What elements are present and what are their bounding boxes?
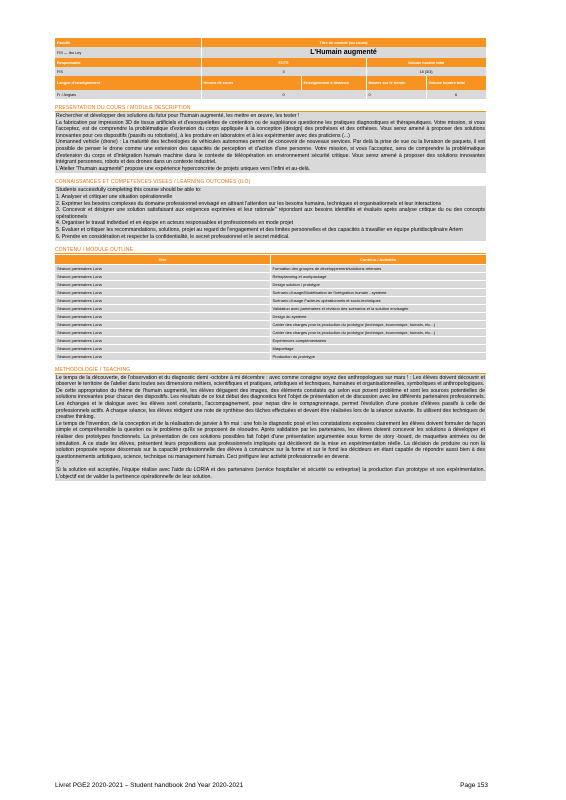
- header-volume-value: 18 (3/3): [366, 67, 486, 76]
- header-field-hours-label: Heures sur le terrain: [366, 76, 426, 90]
- presentation-paragraph: Unmanned vehicle (drone) : La maturité des technologies de véhicules autonomes permet de concevoir de nouveaux services. Par delà la prise de vue ou la livraison de paquets, il est possible de penser le drone comme une extension des capacités de perception et d'action d'une personne. Votre mission, si vous l'acceptez, sera de comprendre la problématique d'extension du corps et d'intégration humain machine dans le contexte de téléopération en environnement sécurité critique. Vous serez amené à proposer des solutions innovantes intégrant personnes, robots et des drones dans un contexte industriel.: [56, 139, 485, 166]
- header-remote-label: Enseignement à distance: [301, 76, 366, 90]
- header-table: [55, 38, 487, 99]
- outline-session: Séance partenaires Loria: [55, 272, 270, 280]
- outcome-item: 1. Analyser et critiquer une situation opérationnelle: [56, 193, 173, 200]
- outline-activity: Validation avec partenaires et révision des scénarios et la solution envisagée: [270, 304, 486, 312]
- outline-row: [55, 280, 486, 288]
- header-faculty-label: Faculté: [55, 38, 201, 47]
- outline-session: Séance partenaires Loria: [55, 352, 270, 360]
- outcome-item: 6. Prendre en considération et respecter la confidentialité, le secret professionnel et le secret médical.: [56, 233, 290, 240]
- course-sheet: [55, 38, 486, 481]
- section-title-methodology: METHODOLOGIE / TEACHING: [55, 367, 486, 374]
- outline-activity: Design du système: [270, 312, 486, 320]
- header-title-label: Titre du module (ou cours): [201, 38, 486, 47]
- outline-session: Séance partenaires Loria: [55, 312, 270, 320]
- outline-session: Séance partenaires Loria: [55, 288, 270, 296]
- section-title-outcomes: CONNAISSANCES ET COMPETENCES VISEES / LEARNING OUTCOMES (ILO): [55, 179, 251, 186]
- outline-session: Séance partenaires Loria: [55, 336, 270, 344]
- outline-session: Séance partenaires Loria: [55, 328, 270, 336]
- header-volume-label: Volume horaire total: [366, 58, 486, 67]
- outline-header-title: Titre: [55, 255, 270, 264]
- header-faculty-value: FIS — Ibo Ley: [55, 47, 201, 58]
- outline-row: [55, 328, 486, 336]
- outline-body: [55, 264, 486, 360]
- outline-header-content: Contenu / Activités: [270, 255, 486, 264]
- outline-row: [55, 344, 486, 352]
- outline-row: [55, 264, 486, 272]
- header-total-label: Volume horaire total: [426, 76, 486, 90]
- footer-page-number: Page 153: [460, 782, 488, 789]
- outline-row: [55, 296, 486, 304]
- header-responsible-value: FIS: [55, 67, 201, 76]
- outline-activity: Design solution / prototype: [270, 280, 486, 288]
- header-total-value: 6: [426, 90, 486, 99]
- outline-activity: Retroplanning et workpackage: [270, 272, 486, 280]
- presentation-paragraph: Rechercher et développer des solutions du futur pour l'humain augmenté, les mettre en œuvre, les tester !: [56, 113, 300, 119]
- outline-activity: Production du prototype: [270, 352, 486, 360]
- header-language-label: Langue d'enseignement: [55, 76, 201, 90]
- outline-activity: Cahier des charges pour la production du prototype (technique, économique, humain, etc...): [270, 328, 486, 336]
- page-footer: [55, 782, 488, 792]
- outline-activity: Formation des groupes de développement/solutions retenues: [270, 264, 486, 272]
- outline-row: [55, 272, 486, 280]
- methodology-paragraph: Le temps de l'invention, de la conception et de la réalisation de janvier à fin mai : une fois le diagnostic posé et les constatations exposées clairement les élèves doivent formuler de façon simple et compréhensible la question ou le problème qu'ils se proposent de résoudre. Après validation par les partenaires, les élèves doivent concevoir les solutions à développer et réaliser des prototypes fonctionnels. La présentation de ces solutions possibles fait l'objet d'une présentation argumentée sous forme de story -board, de maquettes animées ou de simulation. A ce stade les élèves, présentent leurs propositions aux professionnels impliqués qui décideront de la mise en expérimentation réelle. La décision de produire ou non la solution proposée repose désormais sur la capacité professionnelle des élèves à convaincre sur la forme et sur le fond les décideurs en étant capable de répondre aussi bien à des questionnements artistiques, science, technique ou management humain. Ceci préfigure leur activité professionnelle en devenir.: [56, 420, 485, 460]
- outline-activity: Scénario d'usage/Modélisation de l'intégration humain - système: [270, 288, 486, 296]
- outline-table: [55, 255, 487, 361]
- outline-session: Séance partenaires Loria: [55, 304, 270, 312]
- outline-row: [55, 288, 486, 296]
- outline-row: [55, 352, 486, 360]
- outline-session: Séance partenaires Loria: [55, 344, 270, 352]
- outline-session: Séance partenaires Loria: [55, 320, 270, 328]
- outline-row: [55, 320, 486, 328]
- presentation-paragraph: La fabrication par impression 3D de tissus artificiels et d'exosquelettes de contention ou de suppléance questionne les pratiques diagnostiques et thérapeutiques. Votre mission, si vous l'acceptez, est de comprendre la problématique d'extension du corps appliquée à la conception (design) des prothèses et des orthèses. Vous serez amené à proposer des solutions innovantes pour ces dispositifs (passifs ou robotisés), à les produire en laboratoire et à les expérimenter avec des praticiens (...): [56, 119, 485, 139]
- footer-handbook-label: Livret PGE2 2020-2021 – Student handbook 2nd Year 2020-2021: [55, 782, 244, 789]
- outline-row: [55, 336, 486, 344]
- outcome-item: 4. Organiser le travail individuel et en équipe en acteurs responsables et professionnels en mode projet: [56, 220, 294, 227]
- outline-activity: Expériences complémentaires: [270, 336, 486, 344]
- outline-activity: Scénario d'usage Facteurs opérationnels et socio-techniques: [270, 296, 486, 304]
- outline-activity: Maquettage: [270, 344, 486, 352]
- outcome-item: 3. Concevoir et désigner une solution satisfaisant aux exigences exprimées et leur rationale" répondant aux besoins identifiés et évalués après analyse critique du ou des concepts opérationnels: [56, 207, 485, 220]
- methodology-paragraph: De cette appropriation du thème de l'humain augmenté, les élèves dégagent des images, des éléments constatés qui selon eux posent problème et sont les sources potentielles de solutions innovantes pour chacun des dispositifs. Les résultats de ce tout début des diagnostics font l'objet de présentation et de discussion avec les différents partenaires professionnels. Les échanges et le dialogue avec les élèves sont constants, l'accompagnement, pour nepas dire le compagnonnage, permet l'évolution d'une posture d'élèves passifs à celle de professionnels actifs. A chaque séance, les élèves rédigent une note de synthèse des tâches effectuées et devant être réalisées lors de la séance suivante. Ils utilisent des techniques de creative thinking.: [56, 387, 485, 421]
- outline-session: Séance partenaires Loria: [55, 280, 270, 288]
- outcome-item: 2. Exprimer les besoins complexes du domaine professionnel envisagé en attirant l'attention sur les besoins humains, techniques et organisationnels et leur interactions: [56, 200, 442, 207]
- module-title: L'Humain augmenté: [201, 47, 486, 58]
- section-title-outline: CONTENU / MODULE OUTLINE: [55, 247, 486, 254]
- header-field-hours-value: 0: [366, 90, 426, 99]
- presentation-paragraph: L'Atelier "l'humain augmenté" propose une expérience hyperconcrète de projets uniques vers l'infini et au-delà.: [56, 165, 311, 172]
- header-responsible-label: Responsable: [55, 58, 201, 67]
- outcome-item: Students successfully completing this course should be able to:: [56, 187, 202, 194]
- outline-row: [55, 312, 486, 320]
- outline-activity: Cahier des charges pour la production du prototype (technique, économique, humain, etc...): [270, 320, 486, 328]
- header-course-hours-label: Heures de cours: [201, 76, 301, 90]
- header-ects-label: ECTS: [201, 58, 366, 67]
- presentation-box: [55, 112, 486, 173]
- outline-session: Séance partenaires Loria: [55, 296, 270, 304]
- methodology-paragraph: Le temps de la découverte, de l'observation et du diagnostic demi -octobre à mi décembre : avec comme consigne soyez des anthropologues sur mars ! : Les élèves doivent découvrir et observer le territoire de l'atelier dans toutes ses dimensions métiers, scientifiques et pratiques, artistiques et techniques, humaines et organisationnelles, symboliques et anthropologiques.: [56, 374, 485, 388]
- outcomes-box: [55, 186, 486, 241]
- methodology-paragraph: ?: [56, 460, 59, 467]
- section-title-presentation: PRESENTATION DU COURS / MODULE DESCRIPTION: [55, 105, 486, 112]
- header-course-hours-value: 0: [201, 90, 366, 99]
- header-language-value: Fr / Anglais: [55, 90, 201, 99]
- outline-session: Séance partenaires Loria: [55, 264, 270, 272]
- outcome-item: 5. Évaluer et critiquer les recommandations, solutions, projet au regard de l'engagement et des limites personnelles et des capacités à travailler en équipe pluridisciplinaire Artem: [56, 226, 463, 233]
- methodology-paragraph: Si la solution est acceptée, l'équipe réalise avec l'aide du LORIA et des partenaires (service hospitalier et sécurité ou entreprise) la production d'un prototype et son expérimentation. L'objectif est de valider la pertinence opérationnelle de leur solution.: [56, 466, 485, 480]
- methodology-box: [55, 374, 486, 482]
- outline-row: [55, 304, 486, 312]
- header-ects-value: 3: [201, 67, 366, 76]
